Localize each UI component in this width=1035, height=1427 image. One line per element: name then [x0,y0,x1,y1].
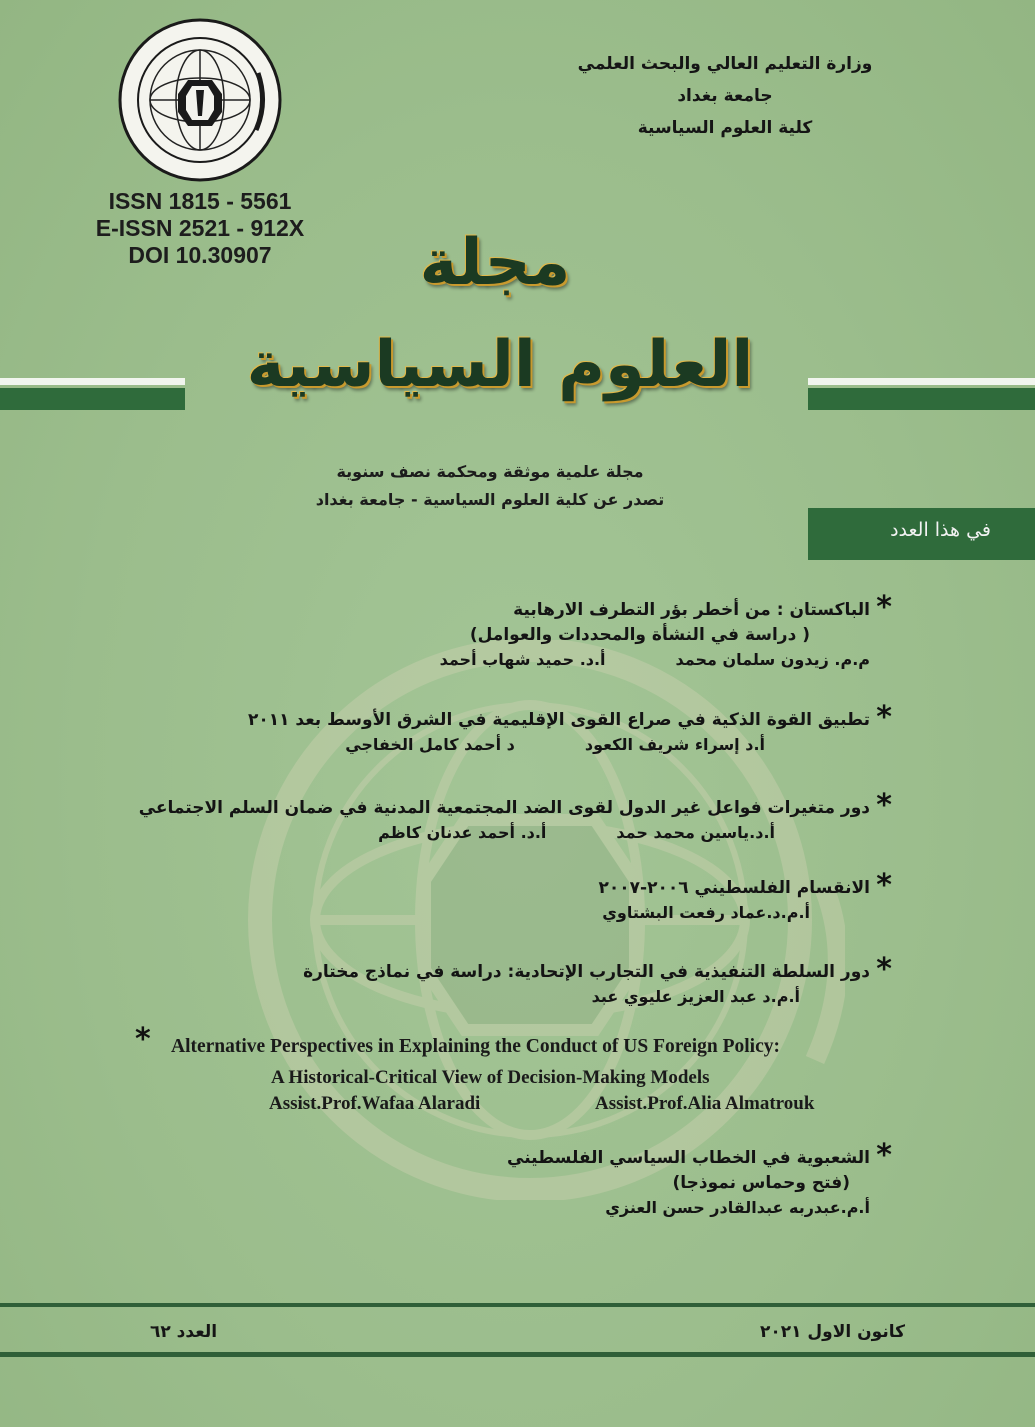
article-item [507,1138,892,1220]
english-article-author: Assist.Prof.Wafaa Alaradi [269,1093,481,1114]
article-author: أ.د. حميد شهاب أحمد [439,650,606,669]
journal-description [250,458,730,514]
footer-bottom-rule [0,1352,1035,1357]
english-article-author: Assist.Prof.Alia Almatrouk [595,1093,815,1114]
article-item [138,788,892,845]
asterisk-icon: * [876,788,892,823]
english-article-title: Alternative Perspectives in Explaining the Conduct of US Foreign Policy: [171,1036,780,1057]
in-this-issue-label: في هذا العدد [890,519,991,541]
university-name: جامعة بغداد [677,86,773,106]
ministry-name: وزارة التعليم العالي والبحث العلمي [577,54,873,74]
issn-text: ISSN 1815 - 5561 [108,188,292,214]
asterisk-icon: * [876,700,892,735]
footer-top-rule [0,1303,1035,1307]
article-author: م.م. زيدون سلمان محمد [675,650,870,669]
journal-title-line1: مجلة [419,226,571,300]
article-author: أ.د.ياسين محمد حمد [616,823,775,842]
description-line2: تصدر عن كلية العلوم السياسية - جامعة بغداد [315,490,665,509]
journal-title-line2: العلوم السياسية [246,328,754,402]
article-author: د أحمد كامل الخفاجي [345,735,515,754]
title-band-right [808,378,1035,410]
journal-identifiers [70,188,330,269]
title-band-left [0,378,185,410]
college-name: كلية العلوم السياسية [637,118,813,138]
article-subtitle: ( دراسة في النشأة والمحددات والعوامل) [469,625,810,645]
article-author: أ.م.عبدربه عبدالقادر حسن العنزي [605,1198,870,1217]
issue-date: كانون الاول ٢٠٢١ [760,1322,905,1342]
article-author: أ.م.د عبد العزيز عليوي عبد [591,987,800,1006]
article-author: أ.م.د.عماد رفعت البشتاوي [602,903,810,922]
college-logo [118,18,283,183]
article-item [303,952,892,1009]
in-this-issue-tab [808,508,1035,560]
issue-number: العدد ٦٢ [150,1322,218,1342]
article-author: أ.د إسراء شريف الكعود [584,735,765,754]
article-subtitle: (فتح وحماس نموذجا) [672,1173,850,1193]
doi-text: DOI 10.30907 [128,242,272,268]
article-authors [440,648,870,672]
article-author: أ.د. أحمد عدنان كاظم [378,823,547,842]
article-title: الباكستان : من أخطر بؤر التطرف الارهابية [513,600,870,620]
article-item [598,868,892,925]
article-title: دور متغيرات فواعل غير الدول لقوى الضد المجتمعية المدنية في ضمان السلم الاجتماعي [138,798,870,818]
article-item [439,590,892,672]
article-authors [139,821,775,845]
asterisk-icon: * [135,1022,151,1057]
article-title: دور السلطة التنفيذية في التجارب الإتحادية: دراسة في نماذج مختارة [303,962,870,982]
publisher-header [545,48,905,144]
article-title: الشعبوية في الخطاب السياسي الفلسطيني [507,1148,870,1168]
english-article-subtitle: A Historical-Critical View of Decision-Making Models [271,1067,710,1088]
article-title: تطبيق القوة الذكية في صراع القوى الإقليمية في الشرق الأوسط بعد ٢٠١١ [247,710,870,730]
asterisk-icon: * [876,868,892,903]
article-item [247,700,892,757]
article-authors [248,733,765,757]
article-title: الانقسام الفلسطيني ٢٠٠٦-٢٠٠٧ [598,878,870,898]
description-line1: مجلة علمية موثقة ومحكمة نصف سنوية [336,462,644,481]
asterisk-icon: * [876,1138,892,1173]
asterisk-icon: * [876,952,892,987]
eissn-text: E-ISSN 2521 - 912X [95,215,305,241]
asterisk-icon: * [876,590,892,625]
